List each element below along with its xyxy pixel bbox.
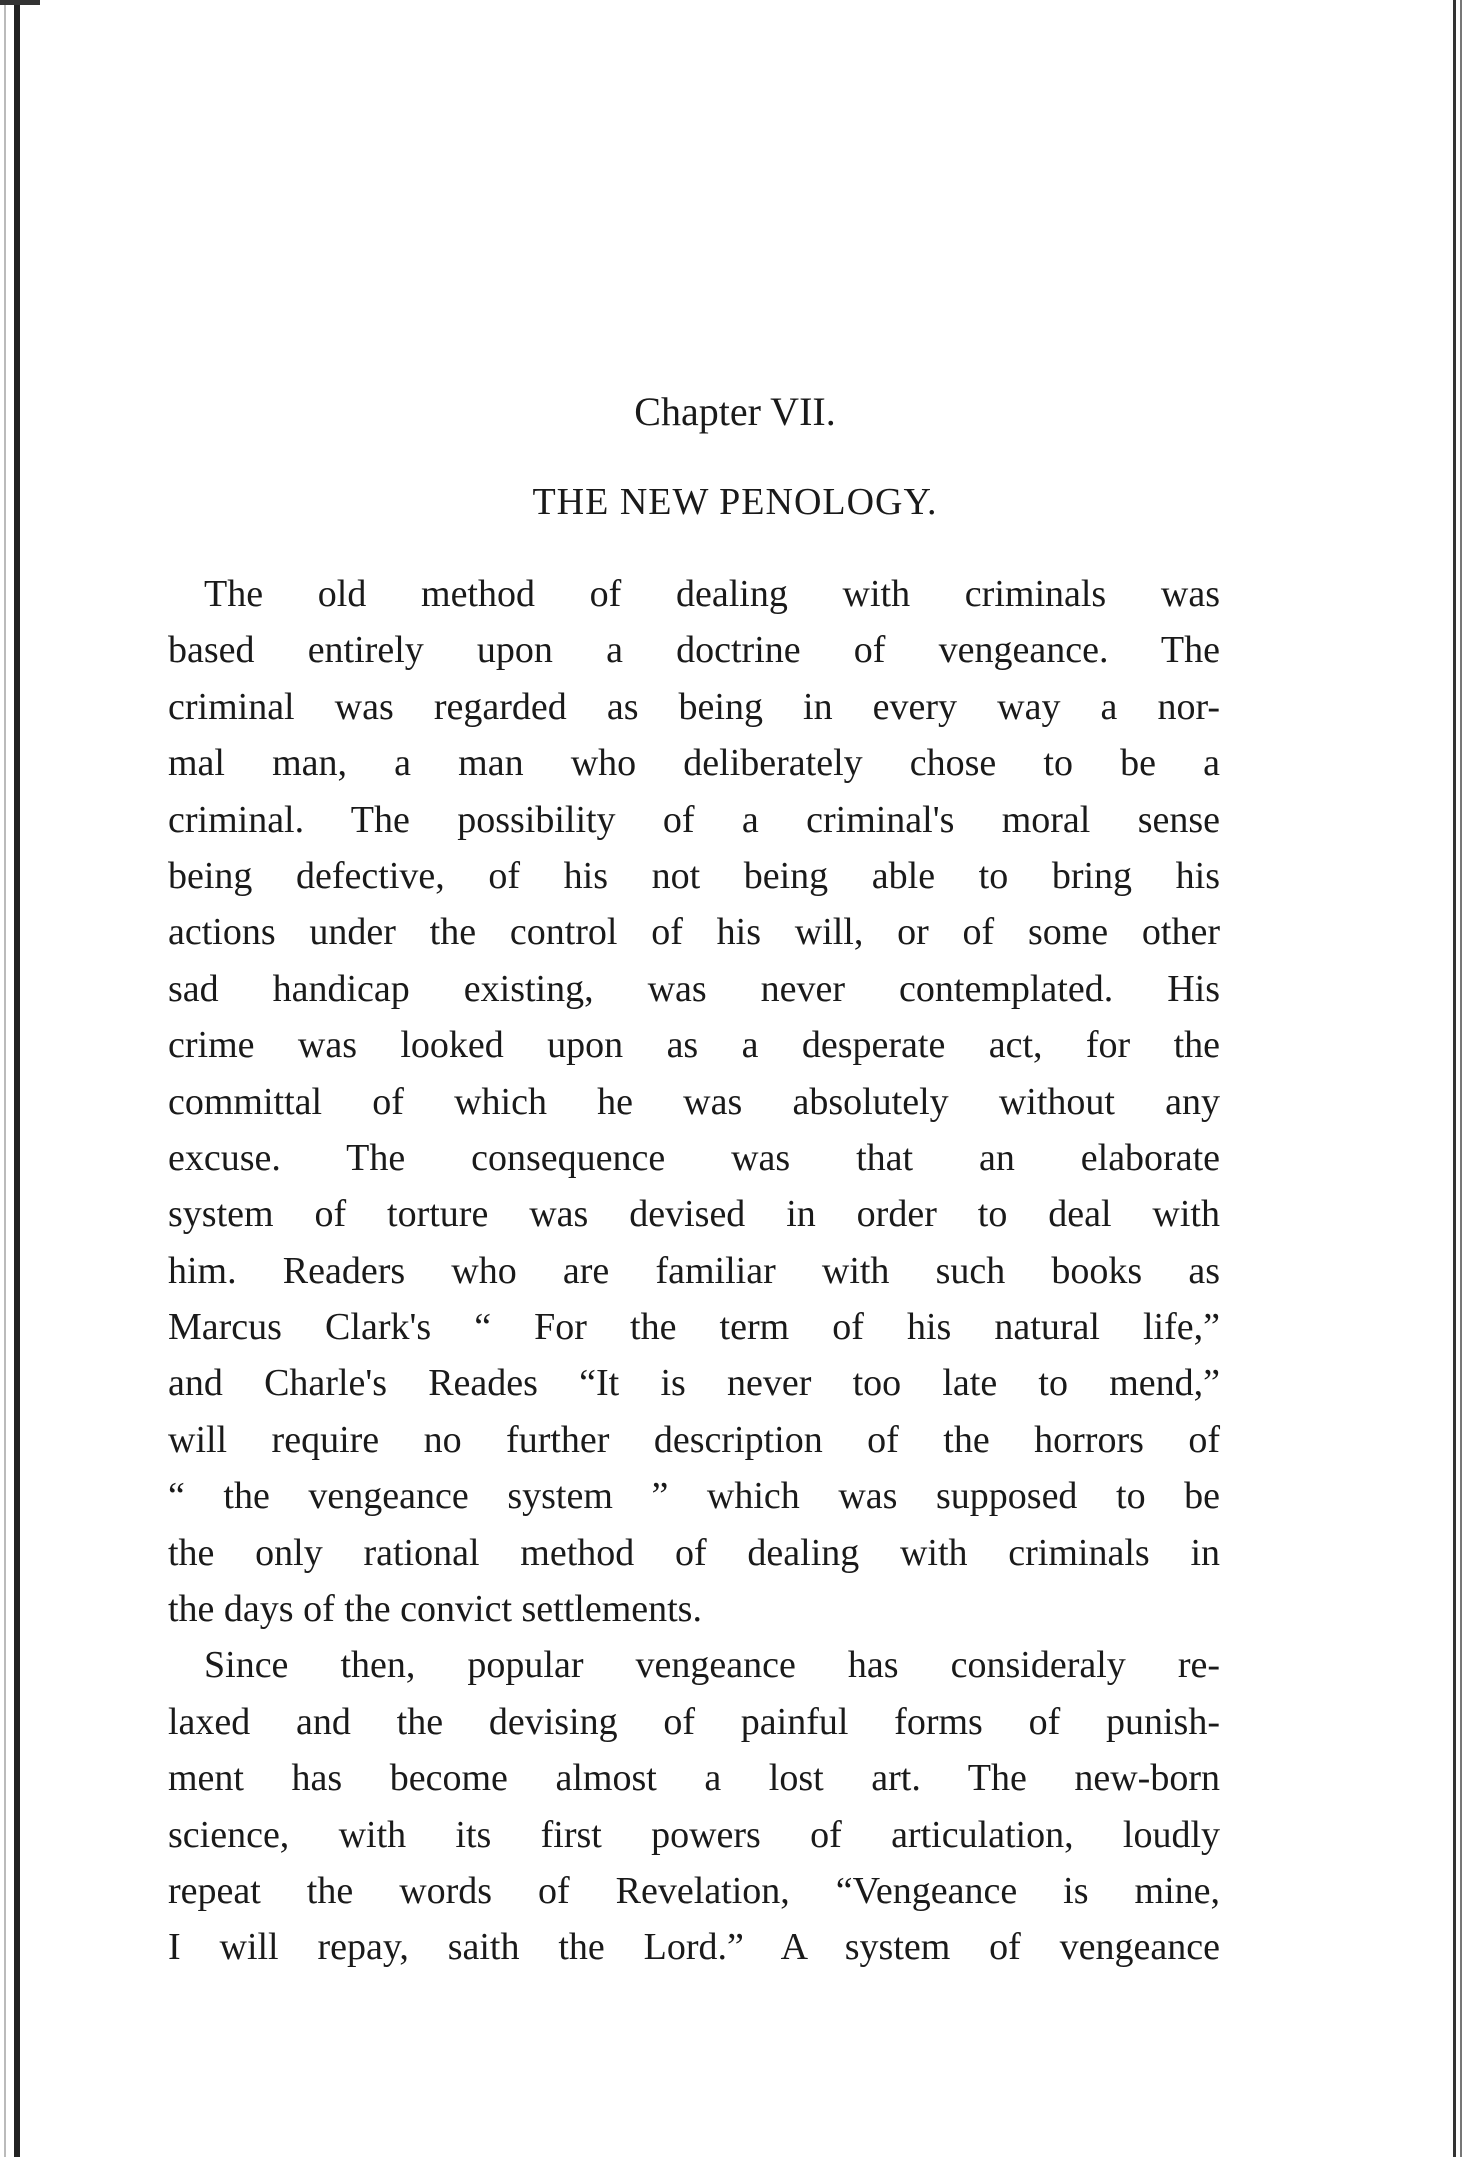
text-line: actions under the control of his will, or of some other bbox=[168, 911, 1220, 954]
text-line: will require no further description of the horrors of bbox=[168, 1418, 1220, 1461]
text-line: sad handicap existing, was never contemplated. His bbox=[168, 967, 1220, 1010]
text-line: criminal. The possibility of a criminal's moral sense bbox=[168, 798, 1220, 841]
text-line: system of torture was devised in order to deal with bbox=[168, 1193, 1220, 1236]
text-line: being defective, of his not being able to bring his bbox=[168, 854, 1220, 897]
page-corner-mark bbox=[0, 0, 40, 5]
text-line: criminal was regarded as being in every way a nor- bbox=[168, 685, 1220, 728]
text-line: the only rational method of dealing with criminals in bbox=[168, 1531, 1220, 1574]
text-line: Since then, popular vengeance has consideraly re- bbox=[204, 1644, 1220, 1687]
chapter-number: Chapter VII. bbox=[634, 389, 836, 434]
text-line: mal man, a man who deliberately chose to be a bbox=[168, 742, 1220, 785]
text-line: him. Readers who are familiar with such books as bbox=[168, 1249, 1220, 1292]
text-line: and Charle's Reades “It is never too late to mend,” bbox=[168, 1362, 1220, 1405]
text-line: “ the vengeance system ” which was supposed to be bbox=[168, 1475, 1220, 1518]
text-line: the days of the convict settlements. bbox=[168, 1588, 702, 1631]
page-edge-shadow bbox=[4, 0, 6, 2157]
text-line: crime was looked upon as a desperate act, for the bbox=[168, 1024, 1220, 1067]
text-line: I will repay, saith the Lord.” A system of vengeance bbox=[168, 1926, 1220, 1969]
page-edge-right bbox=[1453, 0, 1456, 2157]
text-line: committal of which he was absolutely without any bbox=[168, 1080, 1220, 1123]
text-line: excuse. The consequence was that an elaborate bbox=[168, 1136, 1220, 1179]
page-edge-shadow-right bbox=[1460, 0, 1462, 2157]
text-line: laxed and the devising of painful forms of punish- bbox=[168, 1700, 1220, 1743]
text-line: science, with its first powers of articulation, loudly bbox=[168, 1813, 1220, 1856]
text-line: based entirely upon a doctrine of vengeance. The bbox=[168, 629, 1220, 672]
chapter-title: THE NEW PENOLOGY. bbox=[532, 481, 938, 523]
body-text bbox=[168, 566, 1220, 1976]
page-binding-edge bbox=[14, 0, 20, 2157]
text-line: Marcus Clark's “ For the term of his natural life,” bbox=[168, 1306, 1220, 1349]
text-line: repeat the words of Revelation, “Vengeance is mine, bbox=[168, 1869, 1220, 1912]
text-line: ment has become almost a lost art. The new-born bbox=[168, 1757, 1220, 1800]
text-line: The old method of dealing with criminals was bbox=[204, 573, 1220, 615]
